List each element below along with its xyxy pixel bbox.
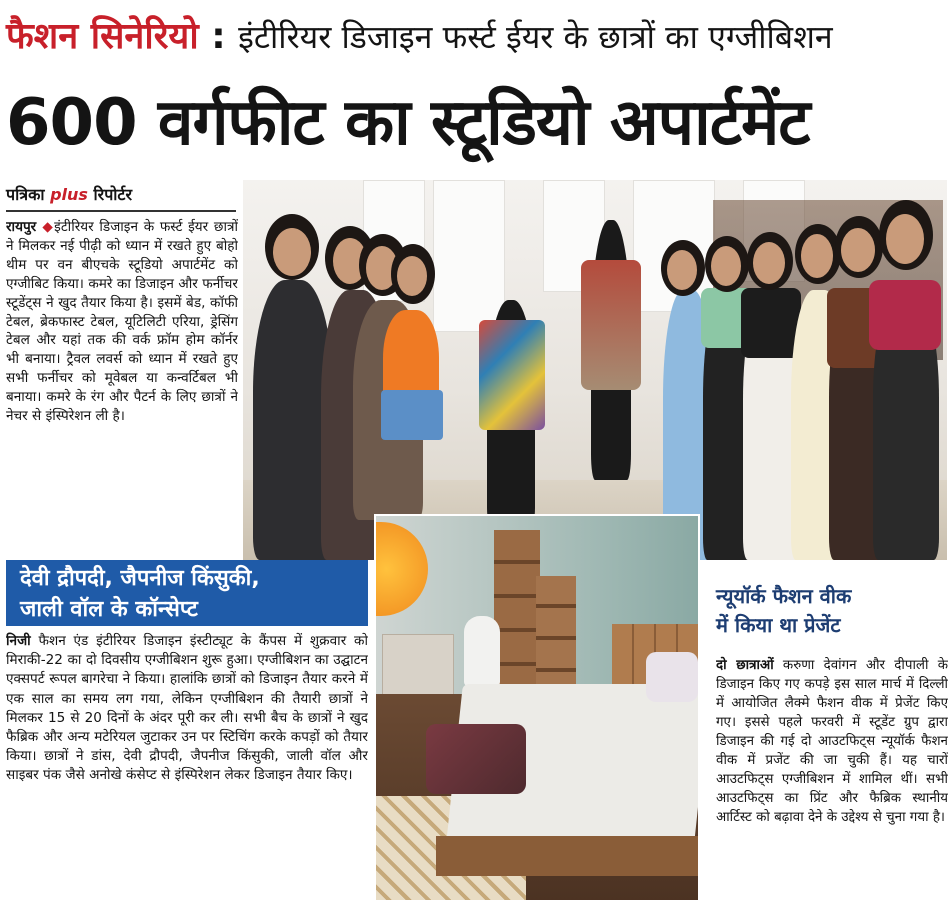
right-article (716, 656, 948, 904)
right-article-lead: दो छात्राओं (716, 658, 774, 673)
concept-title-line2: जाली वॉल के कॉन्सेप्ट (20, 597, 198, 622)
right-article-text: करुणा देवांगन और दीपाली के डिजाइन किए गए कपड़े इस साल मार्च में दिल्ली में आयोजित लैक्मे फैशन वीक में प्रेजेंट किए गए। इससे पहले फरवरी में स्टूडेंट ग्रुप द्वारा डिजाइन की गई दो आउटफिट्स न्यूयॉर्क फैशन वीक में प्रजेंट की जा चुकी हैं। यह चारों आउटफिट्स एग्जीबिशन में शामिल थीं। सभी आउटफिट्स का प्रिंट और फैब्रिक स्थानीय आर्टिस्ट को बढ़ावा देने के उद्देश्य से चुना गया है। (716, 658, 948, 825)
right-subhead-line1: न्यूयॉर्क फैशन वीक (716, 584, 852, 608)
column-brand: फैशन सिनेरियो (6, 16, 199, 57)
right-subhead-line2: में किया था प्रेजेंट (716, 613, 841, 637)
studio-apartment-photo (374, 514, 700, 902)
byline-role: रिपोर्टर (93, 185, 133, 204)
section-header (6, 4, 946, 70)
left-article (6, 218, 238, 558)
concept-title-line1: देवी द्रौपदी, जैपनीज किंसुकी, (20, 566, 260, 591)
dateline-city: रायपुर ◆ (6, 219, 54, 235)
byline (6, 180, 236, 212)
bottom-article-text: फैशन एंड इंटीरियर डिजाइन इंस्टीट्यूट के कैंपस में शुक्रवार को मिराकी-22 का दो दिवसीय एग्जीबिशन शुरू हुआ। एग्जीबिशन का उद्घाटन एक्सपर्ट रूपल बागरेचा ने किया। हालांकि छात्रों को डिजाइन तैयार करने में एक साल का समय लग गया, लेकिन एग्जीबिशन की तैयारी छात्रों ने मिलकर 15 से 20 दिनों के अंदर पूरी कर ली। सभी बैच के छात्रों ने खुद फैब्रिक और अन्य मटेरियल जुटाकर उन पर स्टिचिंग करके कपड़ों को तैयार किया। छात्रों ने डांस, देवी द्रौपदी, जैपनीज किंसुकी, जाली वॉल और साइबर पंक जैसे अनोखे कंसेप्ट से इंस्पिरेशन लेकर डिजाइन तैयार किए। (6, 633, 368, 784)
header-subtitle: इंटीरियर डिजाइन फर्स्ट ईयर के छात्रों का एग्जीबिशन (238, 18, 833, 56)
left-article-text: इंटीरियर डिजाइन के फर्स्ट ईयर छात्रों ने मिलकर नई पीढ़ी को ध्यान में रखते हुए बोहो थीम पर वन बीएचके स्टूडियो अपार्टमेंट को एग्जीबिट किया। कमरे का डिजाइन और फर्नीचर स्टूडेंट्स ने खुद तैयार किया है। इसमें बेड, कॉफी टेबल, ब्रेकफास्ट टेबल, यूटिलिटी एरिया, ड्रेसिंग टेबल और यहां तक की वर्क फ्रॉम होम कॉर्नर भी बनाया। ट्रैवल लवर्स को ध्यान में रखते हुए सभी फर्नीचर को मूवेबल या कन्वर्टिबल भी बनाया। कमरे के रंग और पैटर्न के लिए छात्रों ने नेचर से इंस्पिरेशन ली है। (6, 219, 238, 425)
bottom-article (6, 632, 368, 902)
right-subhead (716, 582, 946, 652)
header-separator: : (211, 16, 226, 57)
byline-paper: पत्रिका (6, 185, 45, 204)
concept-subhead-box (6, 560, 368, 626)
byline-plus: plus (50, 185, 88, 204)
exhibition-group-photo (243, 180, 947, 560)
bottom-article-lead: निजी (6, 633, 31, 649)
main-headline: 600 वर्गफीट का स्टूडियो अपार्टमेंट (6, 86, 810, 160)
